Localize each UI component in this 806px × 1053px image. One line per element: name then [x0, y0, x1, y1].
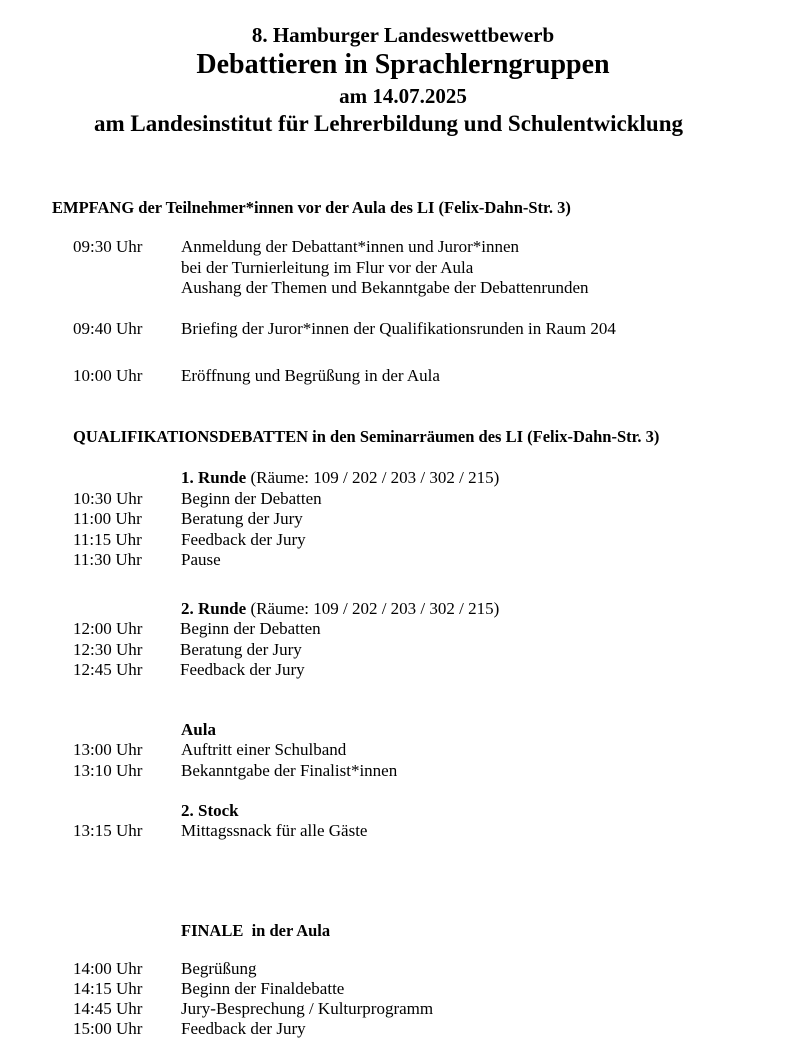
round-2-heading: [181, 600, 499, 617]
section-heading-empfang: EMPFANG der Teilnehmer*innen vor der Aula des LI (Felix-Dahn-Str. 3): [52, 198, 571, 217]
agenda-text: Bekanntgabe der Finalist*innen: [181, 761, 398, 780]
time-label: 10:30 Uhr: [73, 489, 143, 508]
agenda-text: Beratung der Jury: [180, 640, 302, 659]
agenda-text: Aushang der Themen und Bekanntgabe der Debattenrunden: [181, 278, 589, 297]
title-line-4: am Landesinstitut für Lehrerbildung und Schulentwicklung: [94, 111, 684, 136]
title-line-3: am 14.07.2025: [339, 84, 467, 108]
time-label: 09:40 Uhr: [73, 319, 143, 338]
time-label: 14:45 Uhr: [73, 999, 143, 1018]
time-label: 12:45 Uhr: [73, 660, 143, 679]
agenda-text: Beginn der Debatten: [180, 619, 321, 638]
agenda-text: Mittagssnack für alle Gäste: [181, 821, 368, 840]
time-label: 13:15 Uhr: [73, 821, 143, 840]
time-label: 10:00 Uhr: [73, 366, 143, 385]
agenda-text: Beratung der Jury: [181, 509, 303, 528]
time-label: 09:30 Uhr: [73, 237, 143, 256]
agenda-text: Pause: [181, 550, 221, 569]
agenda-text: Begrüßung: [181, 959, 257, 978]
round-1-title: 1. Runde: [181, 468, 247, 487]
title-line-1: 8. Hamburger Landeswettbewerb: [251, 23, 555, 47]
agenda-text: Briefing der Juror*innen der Qualifikationsrunden in Raum 204: [181, 319, 616, 338]
round-2-rooms: (Räume: 109 / 202 / 203 / 302 / 215): [250, 599, 500, 618]
time-label: 14:00 Uhr: [73, 959, 143, 978]
agenda-text: Feedback der Jury: [181, 1019, 306, 1038]
finale-heading: FINALE in der Aula: [181, 921, 331, 940]
time-label: 11:30 Uhr: [73, 550, 142, 569]
agenda-text: Eröffnung und Begrüßung in der Aula: [181, 366, 440, 385]
title-line-2: Debattieren in Sprachlerngruppen: [196, 49, 610, 80]
agenda-text: Feedback der Jury: [181, 530, 306, 549]
agenda-text: Feedback der Jury: [180, 660, 305, 679]
agenda-text: Jury-Besprechung / Kulturprogramm: [181, 999, 434, 1018]
stock-heading: 2. Stock: [181, 801, 239, 820]
time-label: 13:10 Uhr: [73, 761, 143, 780]
agenda-text: bei der Turnierleitung im Flur vor der Aula: [181, 258, 474, 277]
agenda-text: Beginn der Finaldebatte: [181, 979, 345, 998]
time-label: 14:15 Uhr: [73, 979, 143, 998]
aula-heading: Aula: [181, 720, 216, 739]
agenda-text: Auftritt einer Schulband: [181, 740, 347, 759]
round-2-title: 2. Runde: [181, 599, 247, 618]
round-1-heading: [181, 469, 499, 486]
section-heading-quali: QUALIFIKATIONSDEBATTEN in den Seminarräumen des LI (Felix-Dahn-Str. 3): [73, 427, 660, 446]
agenda-text: Anmeldung der Debattant*innen und Juror*innen: [181, 237, 520, 256]
time-label: 15:00 Uhr: [73, 1019, 143, 1038]
round-1-rooms: (Räume: 109 / 202 / 203 / 302 / 215): [250, 468, 500, 487]
time-label: 11:15 Uhr: [73, 530, 142, 549]
time-label: 12:30 Uhr: [73, 640, 143, 659]
time-label: 13:00 Uhr: [73, 740, 143, 759]
time-label: 11:00 Uhr: [73, 509, 142, 528]
time-label: 12:00 Uhr: [73, 619, 143, 638]
agenda-text: Beginn der Debatten: [181, 489, 322, 508]
